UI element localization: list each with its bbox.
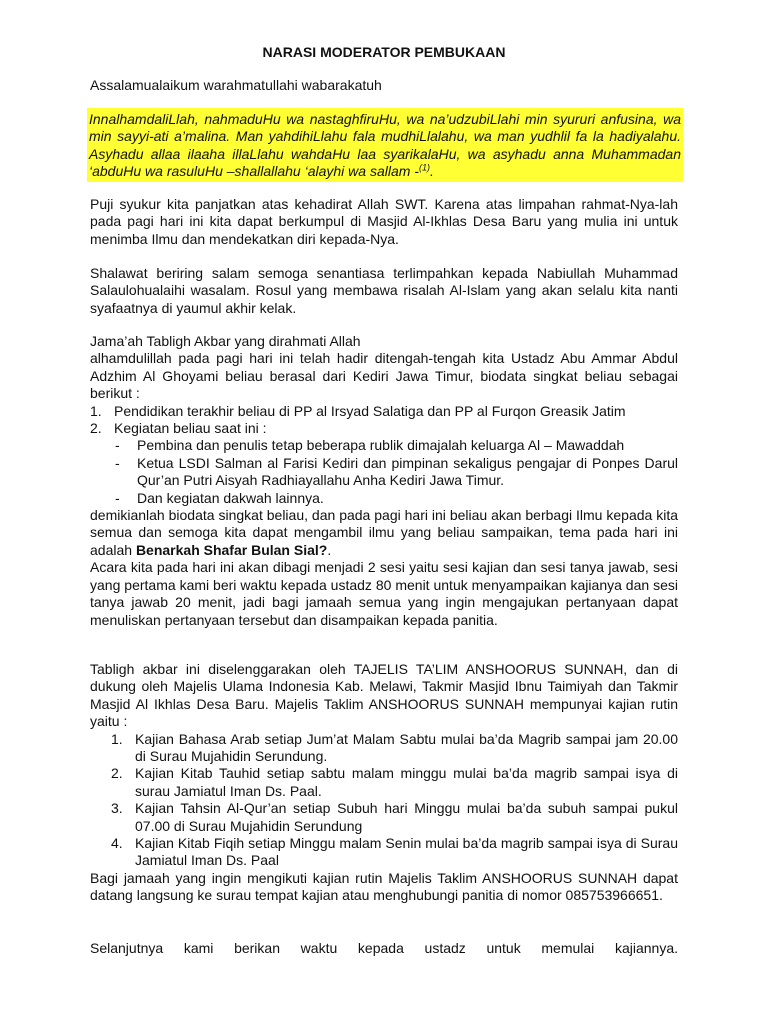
opening-prayer-highlight: [87, 108, 683, 182]
opening-prayer-end: .: [429, 163, 434, 180]
list-number: 3.: [111, 800, 123, 817]
list-item: [90, 800, 678, 835]
shalawat-paragraph: Shalawat beriring salam semoga senantiasa terlimpahkan kepada Nabiullah Muhammad Salaulohualaihi wasalam. Rosul yang membawa risalah Al-Islam yang akan selalu kita nanti syafaatnya di yaumul akhir kelak.: [90, 265, 678, 316]
list-item-text: Kajian Kitab Fiqih setiap Minggu malam Senin mulai ba’da magrib sampai isya di Surau Jamiatul Iman Ds. Paal: [135, 835, 678, 869]
activity-text: Dan kegiatan dakwah lainnya.: [137, 489, 324, 506]
theme-end: .: [327, 541, 332, 558]
session-paragraph: Acara kita pada hari ini akan dibagi menjadi 2 sesi yaitu sesi kajian dan sesi tanya jawab, sesi yang pertama kami beri waktu kepada ustadz 80 menit untuk menyampaikan kajianya dan sesi tanya jawab 20 menit, jadi bagi jamaah semua yang ingin mengajukan pertanyaan dapat menuliskan pertanyaan tersebut dan disampaikan kepada panitia.: [90, 559, 678, 628]
document-title: NARASI MODERATOR PEMBUKAAN: [262, 44, 506, 60]
praise-paragraph: Puji syukur kita panjatkan atas kehadirat Allah SWT. Karena atas limpahan rahmat-Nya-lah pada pagi hari ini kita dapat berkumpul di Masjid Al-Ikhlas Desa Baru yang mulia ini untuk menimba Ilmu dan mendekatkan diri kepada-Nya.: [90, 196, 678, 247]
footnote-marker: (1): [418, 162, 430, 173]
bio-closing-text: demikianlah biodata singkat beliau, dan pada pagi hari ini beliau akan berbagi Ilmu kepada kita semua dan semoga kita dapat mengambil ilmu yang beliau sampaikan, tema pada hari ini adalah: [90, 507, 678, 558]
dash-bullet: -: [115, 437, 120, 454]
organizer-section: [90, 661, 678, 905]
activity-text: Ketua LSDI Salman al Farisi Kediri dan pimpinan sekaligus pengajar di Ponpes Darul Qur’an Putri Aisyah Radhiayallahu Anha Kediri Jawa Timur.: [137, 454, 678, 489]
list-number: 2.: [111, 765, 123, 782]
list-number: 4.: [111, 835, 123, 852]
list-item-text: Kajian Tahsin Al-Qur’an setiap Subuh hari Minggu mulai ba’da subuh sampai pukul 07.00 di Surau Mujahidin Serundung: [135, 800, 678, 834]
list-item: [90, 403, 678, 420]
list-item-text: Kajian Kitab Tauhid setiap sabtu malam minggu mulai ba’da magrib sampai isya di surau Jamiatul Iman Ds. Paal.: [135, 765, 678, 799]
opening-prayer-text: InnalhamdaliLlah, nahmaduHu wa nastaghfiruHu, wa na’udzubiLlahi min syururi anfusina, wa min sayyi-ati a’malina. Man yahdihiLlahu fala mudhiLlalahu, wa man yudhlil fa la hadiyalahu. Asyhadu allaa ilaaha illaLlahu wahdaHu laa syarikalaHu, wa asyhadu anna Muhammadan ‘abduHu wa rasuluHu –shallallahu ‘alayhi wa sallam -: [89, 111, 681, 180]
list-number: 1.: [111, 730, 123, 747]
activity-text: Pembina dan penulis tetap beberapa rublik dimajalah keluarga Al – Mawaddah: [137, 437, 625, 454]
list-number: 1.: [90, 402, 102, 419]
contact-paragraph: Bagi jamaah yang ingin mengikuti kajian rutin Majelis Taklim ANSHOORUS SUNNAH dapat datang langsung ke surau tempat kajian atau menghubungi panitia di nomor 085753966651.: [90, 869, 678, 904]
dash-bullet: -: [115, 454, 120, 471]
activity-item: [90, 437, 678, 454]
activity-item: [90, 455, 678, 490]
bio-closing: [90, 507, 678, 559]
list-number: 2.: [90, 420, 102, 437]
list-item: [90, 765, 678, 800]
list-item-text: Kajian Bahasa Arab setiap Jum’at Malam Sabtu mulai ba’da Magrib sampai jam 20.00 di Surau Mujahidin Serundung.: [135, 730, 678, 765]
jamaah-greeting: Jama’ah Tabligh Akbar yang dirahmati Allah: [90, 333, 361, 349]
list-item: [90, 835, 678, 870]
list-item-text: Kegiatan beliau saat ini :: [114, 420, 267, 437]
list-item: [90, 731, 678, 766]
speaker-section: [90, 333, 678, 629]
theme-title: Benarkah Shafar Bulan Sial?: [135, 541, 328, 558]
greeting: Assalamualaikum warahmatullahi wabarakatuh: [90, 77, 382, 93]
list-item: [90, 420, 678, 437]
list-item-text: Pendidikan terakhir beliau di PP al Irsyad Salatiga dan PP al Furqon Greasik Jatim: [114, 402, 626, 419]
organizer-paragraph: Tabligh akbar ini diselenggarakan oleh TAJELIS TA’LIM ANSHOORUS SUNNAH, dan di dukung oleh Majelis Ulama Indonesia Kab. Melawi, Takmir Masjid Ibnu Taimiyah dan Takmir Masjid Al Ikhlas Desa Baru. Majelis Taklim ANSHOORUS SUNNAH mempunyai kajian rutin yaitu :: [90, 661, 678, 730]
dash-bullet: -: [115, 489, 120, 506]
activity-item: [90, 490, 678, 507]
speaker-intro: alhamdulillah pada pagi hari ini telah hadir ditengah-tengah kita Ustadz Abu Ammar Abdul Adzhim Al Ghoyami beliau berasal dari Kediri Jawa Timur, biodata singkat beliau sebagai berikut :: [90, 350, 678, 402]
closing-paragraph: Selanjutnya kami berikan waktu kepada ustadz untuk memulai kajiannya.: [90, 940, 678, 956]
